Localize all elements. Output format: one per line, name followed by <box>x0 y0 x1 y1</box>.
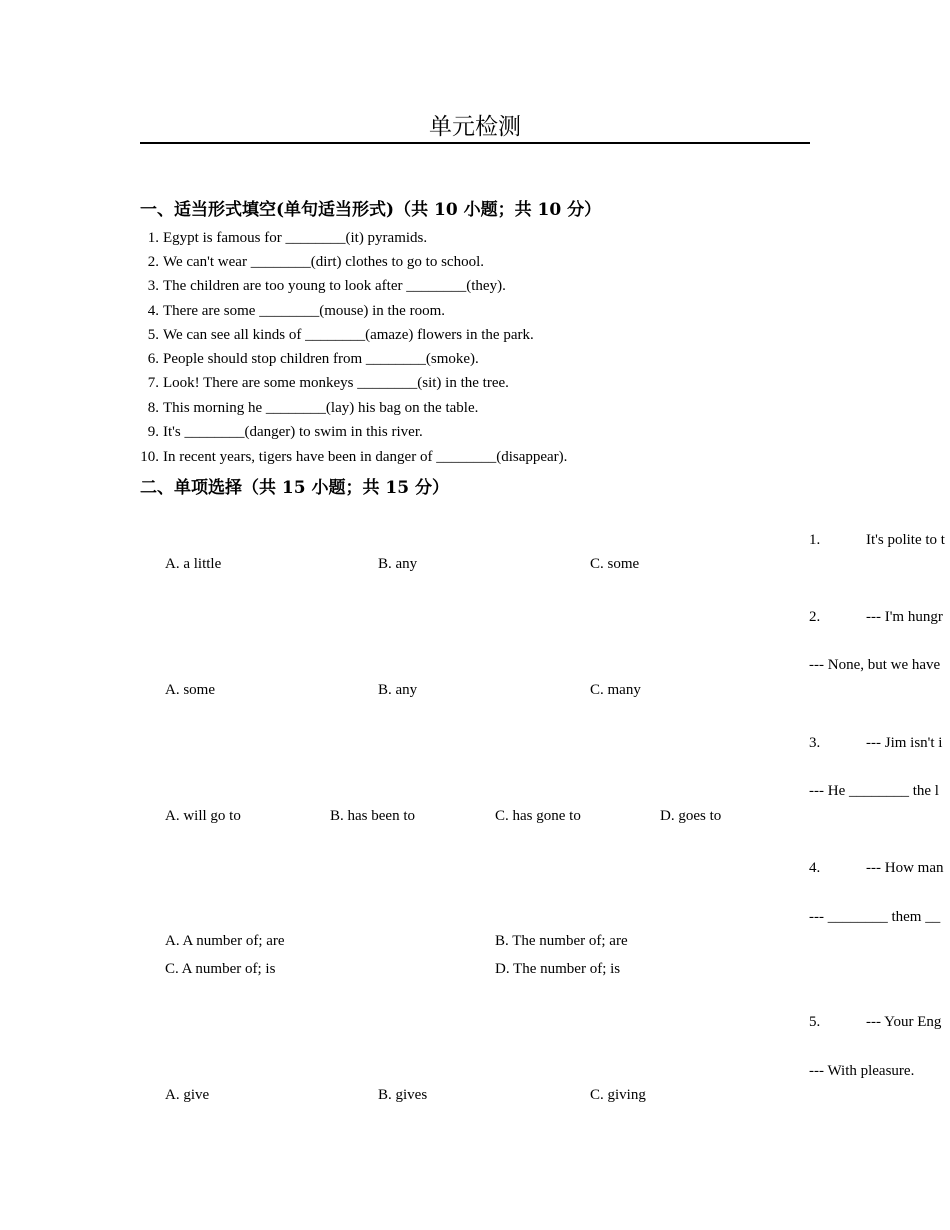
option-c[interactable]: C. A number of; is <box>165 961 276 977</box>
list-item: 1. Egypt is famous for ________(it) pyramids. <box>147 230 428 246</box>
list-item: 5. We can see all kinds of ________(amaze) flowers in the park. <box>147 327 534 343</box>
option-c[interactable]: C. has gone to <box>495 808 581 824</box>
option-b[interactable]: B. any <box>378 682 418 698</box>
list-item: 4. There are some ________(mouse) in the room. <box>147 303 446 319</box>
option-c[interactable]: C. giving <box>590 1087 646 1103</box>
option-b[interactable]: B. any <box>378 556 418 572</box>
option-a[interactable]: A. give <box>165 1087 210 1103</box>
question-stem: --- Your Eng <box>866 1014 942 1030</box>
question-stem-line: --- With pleasure. <box>809 1063 915 1079</box>
question-number: 2. <box>809 609 821 625</box>
question-stem: --- Jim isn't i <box>866 735 943 751</box>
page-title: 单元检测 <box>140 112 810 144</box>
list-item: 6. People should stop children from ________(smoke). <box>147 351 479 367</box>
option-d[interactable]: D. The number of; is <box>495 961 621 977</box>
question-stem: It's polite to t <box>866 532 945 548</box>
option-a[interactable]: A. will go to <box>165 808 241 824</box>
option-d[interactable]: D. goes to <box>660 808 722 824</box>
option-c[interactable]: C. many <box>590 682 641 698</box>
question-stem-line: --- He ________ the l <box>809 783 939 799</box>
list-item: 10. In recent years, tigers have been in danger of ________(disappear). <box>140 449 568 465</box>
section-2-heading: 二、单项选择（共 15 小题；共 15 分） <box>140 478 449 498</box>
list-item: 3. The children are too young to look after ________(they). <box>147 278 506 294</box>
question-number: 3. <box>809 735 821 751</box>
question-number: 5. <box>809 1014 821 1030</box>
question-number: 1. <box>809 532 821 548</box>
question-stem-line: --- ________ them __ <box>809 909 941 925</box>
list-item: 9. It's ________(danger) to swim in this river. <box>147 424 423 440</box>
question-number: 4. <box>809 860 821 876</box>
question-stem: --- I'm hungr <box>866 609 943 625</box>
question-stem: --- How man <box>866 860 944 876</box>
option-b[interactable]: B. has been to <box>330 808 415 824</box>
option-b[interactable]: B. gives <box>378 1087 428 1103</box>
section-1-heading: 一、适当形式填空(单句适当形式)（共 10 小题；共 10 分） <box>140 200 602 220</box>
question-stem-line: --- None, but we have <box>809 657 941 673</box>
option-b[interactable]: B. The number of; are <box>495 933 628 949</box>
option-a[interactable]: A. A number of; are <box>165 933 285 949</box>
list-item: 2. We can't wear ________(dirt) clothes to go to school. <box>147 254 484 270</box>
option-a[interactable]: A. a little <box>165 556 222 572</box>
list-item: 7. Look! There are some monkeys ________(sit) in the tree. <box>147 375 509 391</box>
option-c[interactable]: C. some <box>590 556 640 572</box>
option-a[interactable]: A. some <box>165 682 215 698</box>
list-item: 8. This morning he ________(lay) his bag on the table. <box>147 400 479 416</box>
